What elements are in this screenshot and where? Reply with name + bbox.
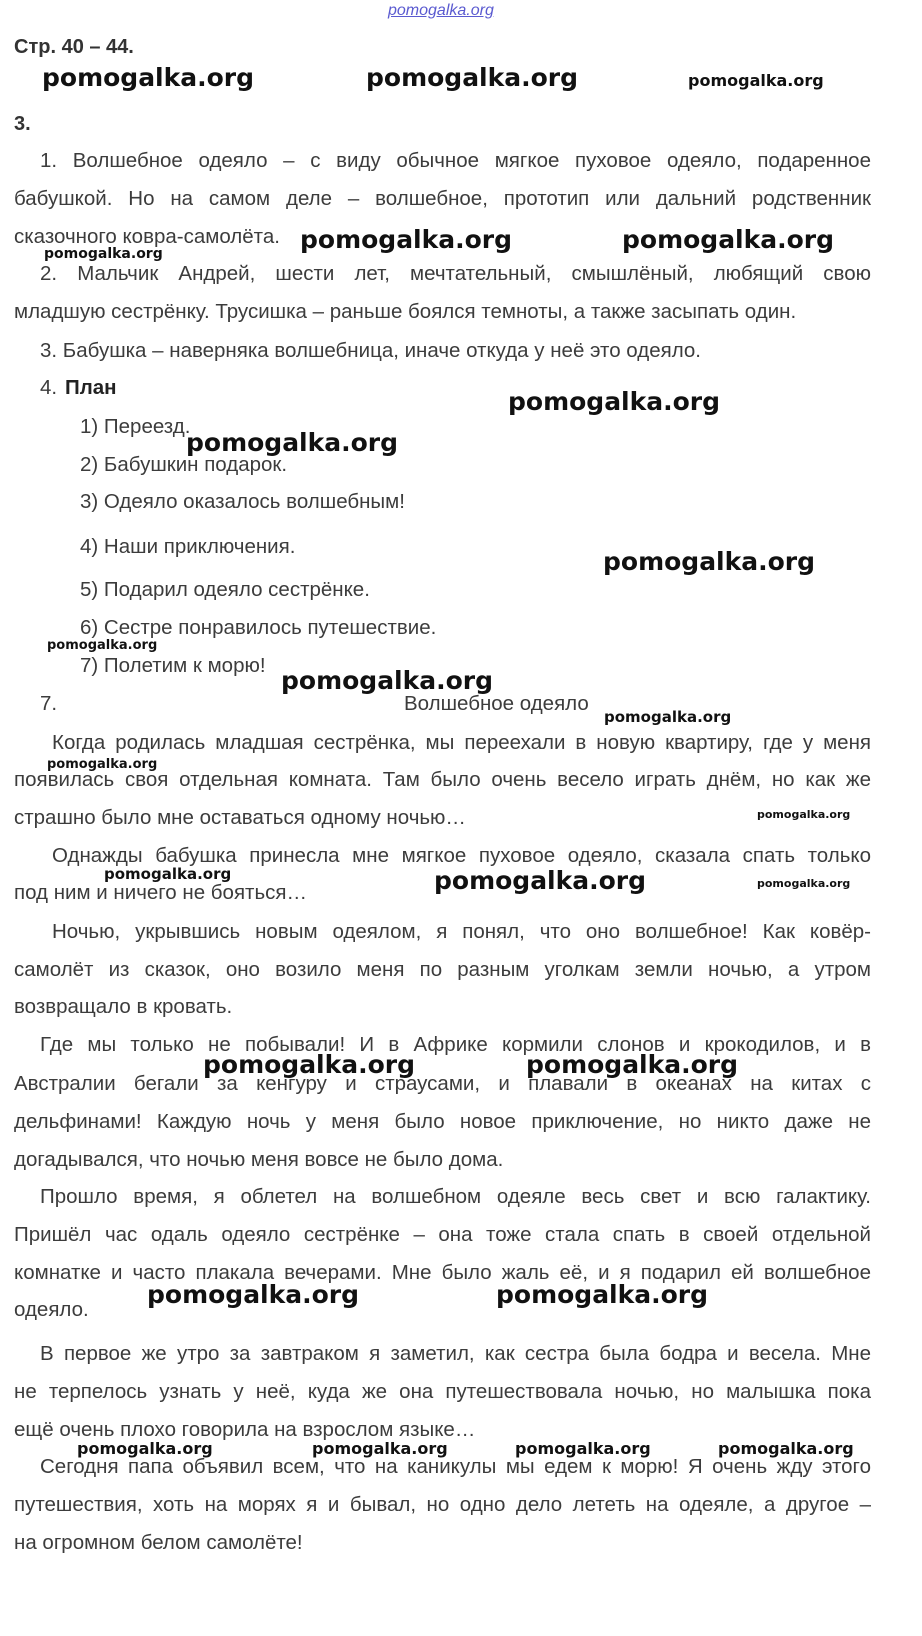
watermark: pomogalka.org — [47, 638, 158, 653]
story-line: Пришёл час одаль одеяло сестрёнке – она тоже стала спать в своей отдельной — [14, 1223, 871, 1246]
page-range-heading: Стр. 40 – 44. — [14, 36, 134, 58]
watermark: pomogalka.org — [688, 71, 824, 90]
watermark: pomogalka.org — [757, 877, 851, 890]
answer-1-line-1: 1. Волшебное одеяло – с виду обычное мягкое пуховое одеяло, подаренное — [40, 149, 871, 172]
story-line: Прошло время, я облетел на волшебном одеяле весь свет и всю галактику. — [40, 1185, 871, 1208]
watermark: pomogalka.org — [47, 757, 158, 772]
watermark: pomogalka.org — [622, 225, 835, 254]
watermark: pomogalka.org — [42, 63, 255, 92]
watermark: pomogalka.org — [366, 63, 579, 92]
watermark: pomogalka.org — [526, 1050, 739, 1079]
story-line: Однажды бабушка принесла мне мягкое пуховое одеяло, сказала спать только — [52, 844, 871, 867]
watermark: pomogalka.org — [434, 866, 647, 895]
story-line: одеяло. — [14, 1298, 89, 1321]
plan-item: 6) Сестре понравилось путешествие. — [80, 616, 437, 639]
plan-item: 2) Бабушкин подарок. — [80, 453, 288, 476]
answer-1-line-3: сказочного ковра-самолёта. — [14, 225, 280, 248]
watermark: pomogalka.org — [44, 246, 163, 262]
story-line: под ним и ничего не бояться… — [14, 881, 307, 904]
story-line: комнатке и часто плакала вечерами. Мне было жаль её, и я подарил ей волшебное — [14, 1261, 871, 1284]
answer-2-line-1: 2. Мальчик Андрей, шести лет, мечтательный, смышлёный, любящий свою — [40, 262, 871, 285]
answer-4-number: 4. — [40, 376, 58, 399]
plan-item: 1) Переезд. — [80, 415, 191, 438]
watermark: pomogalka.org — [203, 1050, 416, 1079]
watermark: pomogalka.org — [281, 666, 494, 695]
watermark: pomogalka.org — [508, 387, 721, 416]
answer-2-line-2: младшую сестрёнку. Трусишка – раньше боялся темноты, а также засыпать один. — [14, 300, 797, 323]
plan-item: 5) Подарил одеяло сестрёнке. — [80, 578, 370, 601]
story-line: путешествия, хоть на морях я и бывал, но одно дело лететь на одеяле, а другое – — [14, 1493, 871, 1516]
task-7-number: 7. — [40, 692, 58, 715]
plan-item: 3) Одеяло оказалось волшебным! — [80, 490, 405, 513]
watermark: pomogalka.org — [312, 1439, 448, 1458]
watermark: pomogalka.org — [757, 808, 851, 821]
story-title: Волшебное одеяло — [404, 692, 589, 715]
plan-item: 4) Наши приключения. — [80, 535, 296, 558]
plan-title: План — [65, 376, 117, 399]
story-line: появилась своя отдельная комната. Там было очень весело играть днём, но как же — [14, 768, 871, 791]
story-line: на огромном белом самолёте! — [14, 1531, 303, 1554]
plan-item: 7) Полетим к морю! — [80, 654, 266, 677]
story-line: Где мы только не побывали! И в Африке кормили слонов и крокодилов, и в — [40, 1033, 871, 1056]
story-line: догадывался, что ночью меня вовсе не было дома. — [14, 1148, 504, 1171]
story-line: страшно было мне оставаться одному ночью… — [14, 806, 466, 829]
watermark: pomogalka.org — [147, 1280, 360, 1309]
story-line: ещё очень плохо говорила на взрослом языке… — [14, 1418, 476, 1441]
story-line: возвращало в кровать. — [14, 995, 233, 1018]
story-line: самолёт из сказок, оно возило меня по разным уголкам земли ночью, а утром — [14, 958, 871, 981]
watermark: pomogalka.org — [604, 708, 732, 726]
answer-1-line-2: бабушкой. Но на самом деле – волшебное, прототип или дальний родственник — [14, 187, 871, 210]
task-3-heading: 3. — [14, 113, 31, 135]
watermark: pomogalka.org — [186, 428, 399, 457]
story-line: дельфинами! Каждую ночь у меня было новое приключение, но никто даже не — [14, 1110, 871, 1133]
story-line: Сегодня папа объявил всем, что на каникулы мы едем к морю! Я очень жду этого — [40, 1455, 871, 1478]
top-watermark: pomogalka.org — [388, 2, 494, 19]
watermark: pomogalka.org — [496, 1280, 709, 1309]
watermark: pomogalka.org — [77, 1439, 213, 1458]
story-line: В первое же утро за завтраком я заметил, как сестра была бодра и весела. Мне — [40, 1342, 871, 1365]
watermark: pomogalka.org — [603, 547, 816, 576]
watermark: pomogalka.org — [300, 225, 513, 254]
story-line: не терпелось узнать у неё, куда же она путешествовала ночью, но малышка пока — [14, 1380, 871, 1403]
story-line: Австралии бегали за кенгуру и страусами, и плавали в океанах на китах с — [14, 1072, 871, 1095]
answer-3: 3. Бабушка – наверняка волшебница, иначе откуда у неё это одеяло. — [40, 339, 702, 362]
watermark: pomogalka.org — [515, 1439, 651, 1458]
story-line: Ночью, укрывшись новым одеялом, я понял, что оно волшебное! Как ковёр- — [52, 920, 871, 943]
watermark: pomogalka.org — [104, 865, 232, 883]
story-line: Когда родилась младшая сестрёнка, мы переехали в новую квартиру, где у меня — [52, 731, 871, 754]
watermark: pomogalka.org — [718, 1439, 854, 1458]
